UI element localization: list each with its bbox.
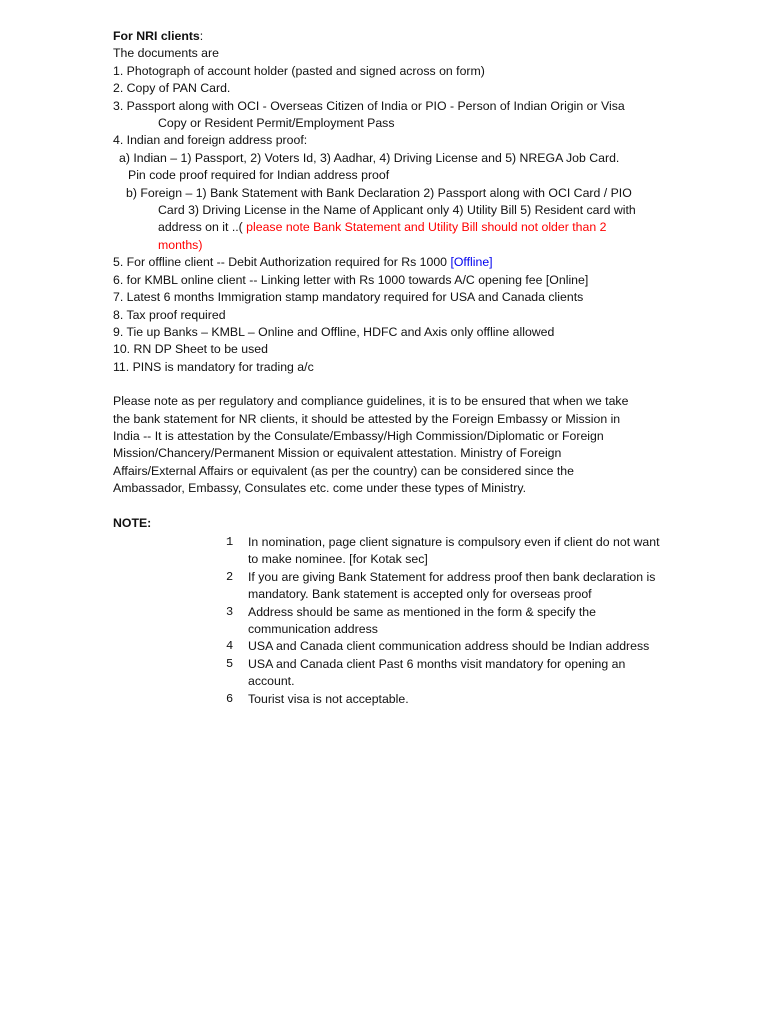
list-item-5 — [113, 254, 668, 271]
list-item-7: 7. Latest 6 months Immigration stamp mandatory required for USA and Canada clients — [113, 290, 584, 305]
intro-line: The documents are — [113, 46, 219, 61]
list-item-5-text: 5. For offline client -- Debit Authorization required for Rs 1000 — [113, 255, 451, 270]
list-item-4a: a) Indian – 1) Passport, 2) Voters Id, 3) Aadhar, 4) Driving License and 5) NREGA Job Card. — [119, 150, 620, 165]
list-item-4a-cont: Pin code proof required for Indian address proof — [128, 168, 390, 183]
list-item-4: 4. Indian and foreign address proof: — [113, 133, 308, 148]
list-item-3-cont: Copy or Resident Permit/Employment Pass — [158, 116, 395, 131]
note-item — [226, 534, 668, 569]
list-item-3: 3. Passport along with OCI - Overseas Citizen of India or PIO - Person of Indian Origin or Visa — [113, 98, 625, 113]
note-text: Tourist visa is not acceptable. — [248, 691, 409, 706]
note-item — [226, 569, 668, 604]
paragraph-line: Ambassador, Embassy, Consulates etc. come under these types of Ministry. — [113, 481, 527, 496]
warning-text-cont: months) — [158, 237, 203, 252]
address-text: address on it ..( — [158, 220, 243, 235]
list-item-10: 10. RN DP Sheet to be used — [113, 342, 268, 357]
note-text: Address should be same as mentioned in the form & specify the communication address — [248, 604, 596, 636]
list-item-8: 8. Tax proof required — [113, 307, 226, 322]
note-item — [226, 656, 668, 691]
title: For NRI clients — [113, 29, 200, 43]
note-text: In nomination, page client signature is compulsory even if client do not want to make nominee. [for Kotak sec] — [248, 534, 660, 567]
list-item-2: 2. Copy of PAN Card. — [113, 81, 231, 96]
list-item-4b-cont-2 — [113, 219, 668, 236]
list-item-4b: b) Foreign – 1) Bank Statement with Bank Declaration 2) Passport along with OCI Card / PIO — [126, 185, 632, 200]
note-item — [226, 604, 668, 639]
paragraph-line: Affairs/External Affairs or equivalent (as per the country) can be considered since the — [113, 463, 574, 478]
note-list — [113, 534, 668, 708]
note-number: 6 — [226, 691, 234, 706]
list-item-4b-cont: Card 3) Driving License in the Name of Applicant only 4) Utility Bill 5) Resident card with — [158, 203, 636, 218]
paragraph-line: Please note as per regulatory and compliance guidelines, it is to be ensured that when we take — [113, 394, 629, 409]
compliance-paragraph — [113, 393, 668, 497]
offline-tag: [Offline] — [450, 255, 493, 270]
note-number: 1 — [226, 534, 234, 549]
list-item-6: 6. for KMBL online client -- Linking letter with Rs 1000 towards A/C opening fee [Online] — [113, 272, 589, 287]
note-item — [226, 691, 668, 708]
warning-text: please note Bank Statement and Utility Bill should not older than 2 — [242, 220, 607, 235]
note-number: 3 — [226, 604, 234, 619]
list-item-11: 11. PINS is mandatory for trading a/c — [113, 359, 314, 374]
note-number: 5 — [226, 656, 234, 671]
note-text: If you are giving Bank Statement for address proof then bank declaration is mandatory. Bank statement is accepted only for overseas proof — [248, 569, 656, 602]
note-text: USA and Canada client communication address should be Indian address — [248, 639, 650, 654]
note-text: USA and Canada client Past 6 months visit mandatory for opening an account. — [248, 656, 626, 689]
note-item — [226, 638, 668, 655]
requirements-list — [113, 63, 668, 376]
paragraph-line: the bank statement for NR clients, it should be attested by the Foreign Embassy or Mission in — [113, 411, 621, 426]
note-heading: NOTE: — [113, 515, 152, 530]
paragraph-line: Mission/Chancery/Permanent Mission or equivalent attestation. Ministry of Foreign — [113, 446, 562, 461]
list-item-1: 1. Photograph of account holder (pasted and signed across on form) — [113, 63, 485, 78]
note-number: 2 — [226, 569, 234, 584]
note-number: 4 — [226, 639, 234, 654]
paragraph-line: India -- It is attestation by the Consulate/Embassy/High Commission/Diplomatic or Foreign — [113, 428, 604, 443]
doc-heading — [113, 28, 668, 45]
title-suffix: : — [199, 29, 204, 43]
list-item-9: 9. Tie up Banks – KMBL – Online and Offline, HDFC and Axis only offline allowed — [113, 324, 555, 339]
